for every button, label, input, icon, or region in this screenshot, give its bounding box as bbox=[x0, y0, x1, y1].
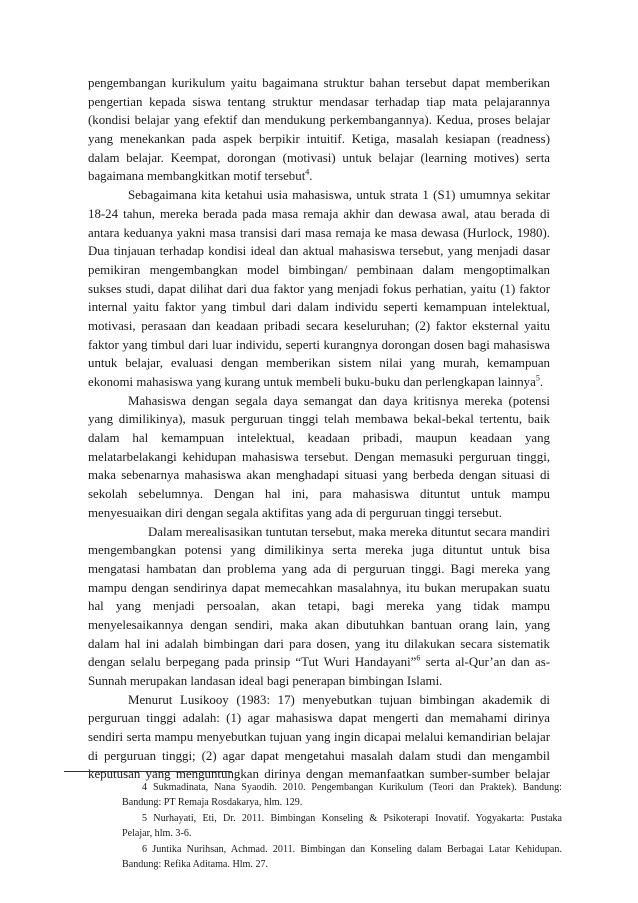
footnote-ref: 6 bbox=[416, 654, 421, 664]
text-line: menyesuaikan diri dengan segala aktifitas yang ada di perguruan tinggi tersebut. bbox=[88, 505, 502, 520]
footnotes bbox=[122, 780, 562, 872]
text-line: Dua tinjauan terhadap kondisi ideal dan aktual mahasiswa tersebut, yang menjadi dasar bbox=[88, 244, 550, 259]
text-line: dalam hal ini adalah bimbingan dari para dosen, yang itu dilakukan secara sistematik bbox=[88, 636, 550, 651]
footnote-line: Bandung: PT Remaja Rosdakarya, hlm. 129. bbox=[122, 797, 303, 809]
text-line: melatarbelakangi kehidupan mahasiswa tersebut. Dengan memasuki perguruan tinggi, bbox=[88, 449, 550, 464]
text-line: pemikiran mengembangkan model bimbingan/ pembinaan dalam mengoptimalkan bbox=[88, 262, 550, 277]
footnote-ref: 4 bbox=[305, 168, 310, 178]
footnote-separator bbox=[64, 771, 232, 772]
text-line: menyelesaikannya dengan sendiri, maka akan dibutuhkan bantuan orang lain, yang bbox=[88, 617, 550, 632]
text-line: bagaimana membangkitkan motif tersebut$^4$. bbox=[88, 168, 313, 184]
footnote-line: 5 Nurhayati, Eti, Dr. 2011. Bimbingan Konseling & Psikoterapi Inovatif. Yogyakarta: Pustaka bbox=[142, 812, 562, 824]
text-line: keputusan yang menguntungkan dirinya dengan memanfaatkan sumber-sumber belajar bbox=[88, 767, 550, 782]
text-line: Mahasiswa dengan segala daya semangat dan daya kritisnya mereka (potensi bbox=[128, 393, 550, 408]
text-line: faktor yang timbul dari luar individu, seperti kurangnya dorongan dosen bagi mahasiswa bbox=[88, 337, 550, 352]
text-line: Dalam merealisasikan tuntutan tersebut, maka mereka dituntut secara mandiri bbox=[148, 524, 550, 539]
text-line: ekonomi mahasiswa yang kurang untuk membeli buku-buku dan perlengkapan lainnya$^5$. bbox=[88, 373, 544, 389]
text-line: sekolah sebelumnya. Dengan hal ini, para mahasiswa dituntut untuk mampu bbox=[88, 487, 550, 502]
footnote-line: Pelajar, hlm. 3-6. bbox=[122, 828, 192, 840]
text-line: Sebagaimana kita ketahui usia mahasiswa, untuk strata 1 (S1) umumnya sekitar bbox=[128, 188, 550, 203]
text-line: antara keduanya yakni masa transisi dari masa remaja ke masa dewasa (Hurlock, 1980). bbox=[88, 225, 550, 240]
text-line: Menurut Lusikooy (1983: 17) menyebutkan tujuan bimbingan akademik di bbox=[128, 692, 550, 707]
text-line: dengan selalu berpegang pada prinsip “Tut Wuri Handayani”$^6$ serta al-Qur’an dan as- bbox=[88, 654, 550, 670]
text-line: internal yaitu faktor yang timbul dari dalam individu seperti kemampuan intelektual, bbox=[88, 300, 550, 315]
text-line: maka sebenarnya mahasiswa akan menghadapi situasi yang berbeda dengan situasi di bbox=[88, 468, 550, 483]
text-line: yang dimilikinya), masuk perguruan tinggi telah membawa bekal-bekal tertentu, baik bbox=[88, 412, 550, 427]
footnote-line: Bandung: Refika Aditama. Hlm. 27. bbox=[122, 858, 269, 870]
text-line: (kondisi belajar yang efektif dan mendukung perkembangannya). Kedua, proses belajar bbox=[88, 113, 550, 128]
text-line: hal yang menjadi persoalan, akan tetapi, bagi mereka yang tidak mampu bbox=[88, 599, 550, 614]
text-line: untuk belajar, evaluasi dengan memberikan sistem nilai yang murah, kemampuan bbox=[88, 356, 550, 371]
body-text bbox=[88, 74, 550, 784]
text-line: sendiri serta mampu menyebutkan tujuan yang ingin dicapai melalui kemandirian belajar bbox=[88, 730, 550, 745]
text-line: mengembangkan potensi yang dimilikinya serta mereka juga dituntut untuk bisa bbox=[88, 543, 550, 558]
text-line: 18-24 tahun, mereka berada pada masa remaja akhir dan dewasa awal, atau berada di bbox=[88, 206, 550, 221]
footnote-line: 4 Sukmadinata, Nana Syaodih. 2010. Pengembangan Kurikulum (Teori dan Praktek). Bandung: bbox=[142, 782, 562, 793]
text-line: sukses studi, dapat dilihat dari dua faktor yang menjadi fokus perhatian, yaitu (1) faktor bbox=[88, 281, 550, 296]
text-line: motivasi, perasaan dan keadaan pribadi secara keseluruhan; (2) faktor eksternal yaitu bbox=[88, 318, 550, 333]
text-line: pengertian kepada siswa tentang struktur mendasar terhadap tiap mata pelajarannya bbox=[88, 94, 550, 109]
text-line: perguruan tinggi adalah: (1) agar mahasiswa dapat mengerti dan memahami dirinya bbox=[88, 711, 550, 726]
text-line: dalam hal kemampuan intelektual, keadaan pribadi, maupun keadaan yang bbox=[88, 431, 550, 446]
footnote-line: 6 Juntika Nurihsan, Achmad. 2011. Bimbingan dan Konseling dalam Berbagai Latar Kehidupan. bbox=[142, 843, 562, 855]
footnote-ref: 5 bbox=[535, 373, 540, 383]
text-line: mampu dengan sendirinya dapat memecahkan masalahnya, itu bukan merupakan suatu bbox=[88, 580, 550, 595]
text-line: Sunnah merupakan landasan ideal bagi penerapan bimbingan Islami. bbox=[88, 674, 443, 688]
text-line: mengatasi hambatan dan problema yang ada di perguruan tinggi. Bagi mereka yang bbox=[88, 561, 550, 576]
text-line: yang menekankan pada aspek berpikir intuitif. Ketiga, masalah kesiapan (readness) bbox=[88, 132, 550, 147]
text-line: pengembangan kurikulum yaitu bagaimana struktur bahan tersebut dapat memberikan bbox=[88, 76, 550, 90]
text-line: dalam belajar. Keempat, dorongan (motivasi) untuk belajar (learning motives) serta bbox=[88, 150, 550, 165]
text-line: di perguruan tinggi; (2) agar dapat mengetahui masalah dalam studi dan mengambil bbox=[88, 748, 550, 763]
